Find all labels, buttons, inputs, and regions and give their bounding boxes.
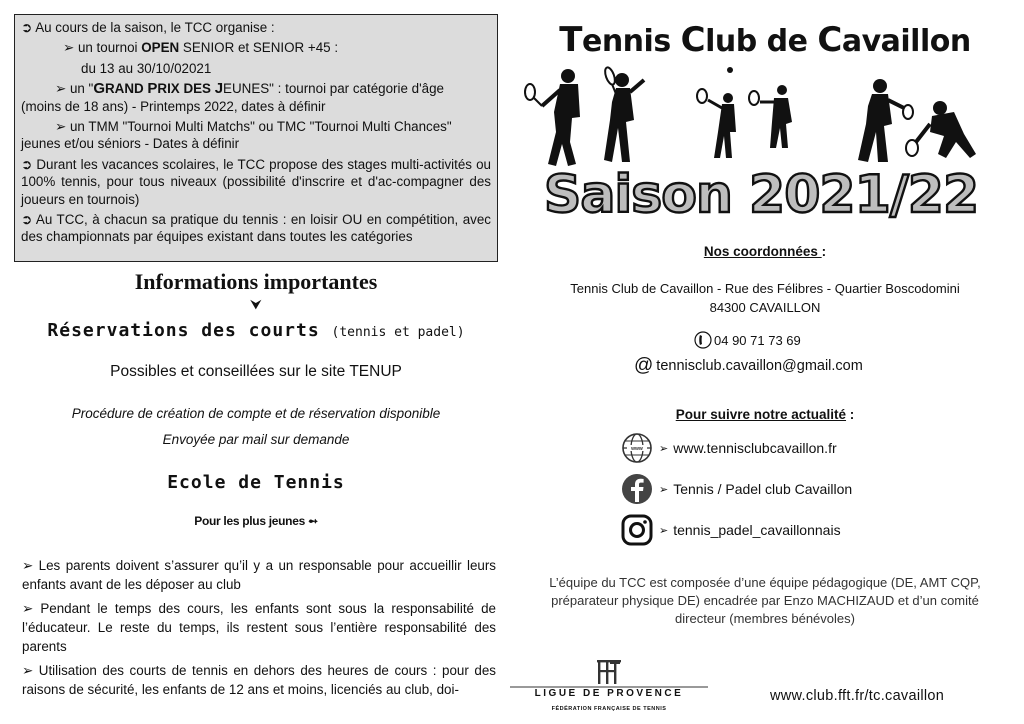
phone-contact	[694, 330, 801, 350]
address-city: 84300 CAVAILLON	[709, 300, 821, 315]
phone-icon	[694, 331, 712, 349]
tennis-player-silhouette	[697, 67, 736, 158]
open-tournament: ➢ un tournoi OPEN SENIOR et SENIOR +45 :	[63, 40, 339, 56]
stages-info: ➲ Durant les vacances scolaires, le TCC propose des stages multi-activités ou 100% tennis, pour tous niveaux (possibilité d'inscrire et d'ac-compagner des joueurs en tournois)	[21, 156, 491, 207]
important-info-title: Informations importantes	[134, 269, 378, 294]
tennis-player-silhouette	[858, 79, 913, 162]
list-item: ➢ Les parents doivent s’assurer qu’il y a un responsable pour accueillir leurs enfants avant de les déposer au club	[22, 558, 496, 592]
facebook-link[interactable]: Tennis / Padel club Cavaillon	[673, 481, 853, 497]
ligue-provence-logo	[510, 658, 708, 718]
tennis-player-silhouette	[603, 66, 644, 162]
tennis-player-silhouette	[749, 85, 792, 148]
address-line: Tennis Club de Cavaillon - Rue des Félibres - Quartier Boscodomini	[570, 281, 960, 296]
phone-number[interactable]: 04 90 71 73 69	[714, 332, 801, 348]
social-facebook	[620, 472, 852, 506]
grand-prix-details: (moins de 18 ans) - Printemps 2022, dates à définir	[21, 98, 326, 114]
fft-club-url[interactable]: www.club.fft.fr/tc.cavaillon	[770, 688, 945, 704]
instagram-link[interactable]: tennis_padel_cavaillonnais	[673, 522, 841, 538]
club-name-heading: Tennis Club de Cavaillon	[559, 20, 971, 60]
season-title: Saison 2021/22	[543, 165, 979, 224]
reservation-mail: Envoyée par mail sur demande	[162, 432, 350, 447]
tmm-line: ➢ un TMM "Tournoi Multi Matchs" ou TMC "Tournoi Multi Chances"	[55, 119, 452, 135]
federation-name: FÉDÉRATION FRANÇAISE DE TENNIS	[551, 706, 667, 712]
svg-text:www: www	[631, 446, 643, 452]
open-tournament-dates: du 13 au 30/10/02021	[81, 60, 212, 76]
arrow-right-icon: ➢	[659, 442, 669, 455]
practice-info: ➲ Au TCC, à chacun sa pratique du tennis : en loisir OU en compétition, avec des championnats par équipes existant dans toutes les catégories	[21, 212, 491, 245]
season-info-box	[14, 14, 498, 262]
fft-logo-icon	[510, 658, 708, 688]
contact-title: Nos coordonnées :	[703, 244, 827, 259]
instagram-icon	[620, 513, 654, 547]
arrow-right-icon: ➢	[659, 524, 669, 537]
ligue-name: LIGUE DE PROVENCE	[534, 688, 684, 699]
tennis-player-silhouette	[525, 69, 580, 166]
season-intro: ➲ Au cours de la saison, le TCC organise :	[21, 20, 275, 35]
reservation-site: Possibles et conseillées sur le site TENUP	[110, 363, 402, 380]
reservation-procedure: Procédure de création de compte et de réservation disponible	[71, 406, 441, 421]
arrow-down-icon: ⮟	[250, 296, 262, 312]
tennis-school-title: Ecole de Tennis	[167, 472, 345, 493]
team-description: L’équipe du TCC est composée d’une équipe pédagogique (DE, AMT CQP, préparateur physique DE) encadrée par Enzo MACHIZAUD et d’un comité directeur (membres bénévoles)	[549, 575, 981, 626]
list-item: ➢ Utilisation des courts de tennis en dehors des heures de cours : pour des raisons de sécurité, les enfants de 12 ans et moins, licenciés au club, doi-	[22, 663, 496, 697]
grand-prix-line: ➢ un "GRAND PRIX DES JEUNES" : tournoi par catégorie d'âge	[55, 80, 444, 98]
follow-title: Pour suivre notre actualité :	[675, 407, 855, 422]
tennis-school-subtitle: Pour les plus jeunes ➻	[194, 514, 318, 528]
reservation-title: Réservations des courts (tennis et padel)	[47, 320, 465, 341]
season-banner	[516, 160, 1006, 224]
list-item: ➢ Pendant le temps des cours, les enfants sont sous la responsabilité de l’éducateur. Le reste du temps, ils restent sous l’entière responsabilité des parents	[22, 601, 496, 654]
at-icon: @	[634, 355, 654, 376]
social-instagram	[620, 513, 841, 547]
tennis-player-silhouette	[906, 101, 976, 158]
tennis-players-illustration	[520, 62, 1010, 170]
social-website	[620, 431, 837, 465]
email-contact	[634, 356, 863, 376]
email-address[interactable]: tennisclub.cavaillon@gmail.com	[656, 358, 863, 374]
tennis-school-rules	[22, 556, 496, 704]
website-link[interactable]: www.tennisclubcavaillon.fr	[673, 440, 837, 456]
left-column	[14, 14, 498, 714]
globe-icon	[620, 431, 654, 465]
arrow-right-icon: ➢	[659, 483, 669, 496]
tmm-details: jeunes et/ou séniors - Dates à définir	[21, 136, 240, 152]
facebook-icon	[620, 472, 654, 506]
